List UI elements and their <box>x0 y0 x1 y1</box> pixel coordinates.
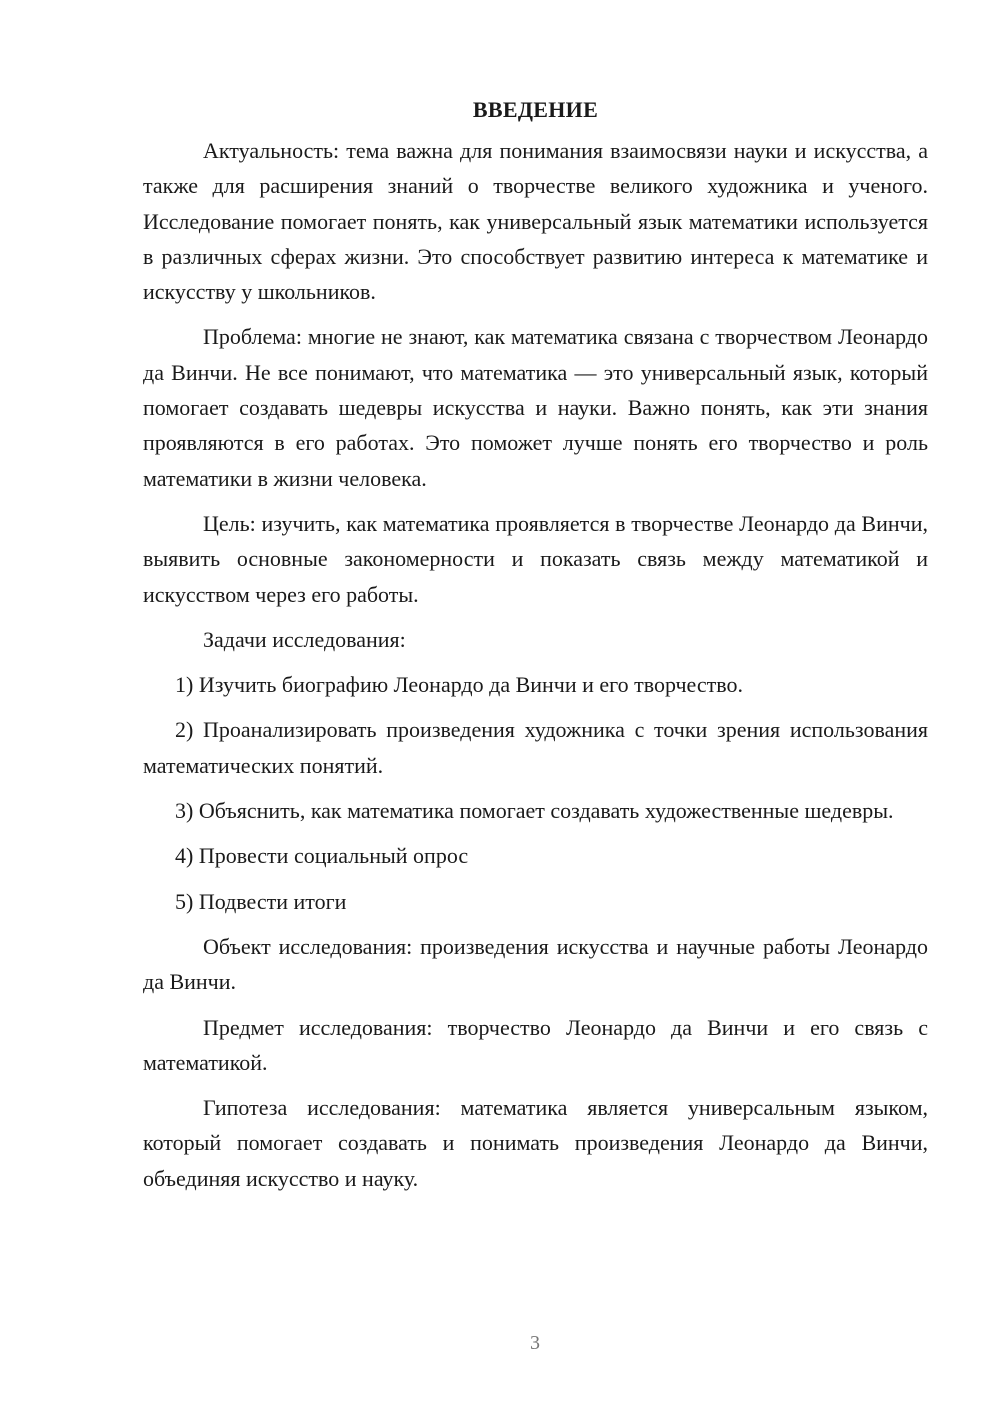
problem-paragraph: Проблема: многие не знают, как математика связана с творчеством Леонардо да Винчи. Не все понимают, что математика — это универсальный язык, который помогает создавать шедевры искусства и науки. Важно понять, как эти знания проявляются в его работах. Это поможет лучше понять его творчество и роль математики в жизни человека. <box>143 324 928 491</box>
task-item-2: 2) Проанализировать произведения художника с точки зрения использования математических понятий. <box>143 717 928 778</box>
task-item-3: 3) Объяснить, как математика помогает создавать художественные шедевры. <box>175 798 894 824</box>
page-title: ВВЕДЕНИЕ <box>472 97 599 122</box>
hypothesis-paragraph: Гипотеза исследования: математика является универсальным языком, который помогает создавать и понимать произведения Леонардо да Винчи, объединяя искусство и науку. <box>143 1095 928 1191</box>
task-item-1: 1) Изучить биографию Леонардо да Винчи и его творчество. <box>175 672 743 698</box>
relevance-paragraph: Актуальность: тема важна для понимания взаимосвязи науки и искусства, а также для расширения знаний о творчестве великого художника и ученого. Исследование помогает понять, как универсальный язык математики используется в различных сферах жизни. Это способствует развитию интереса к математике и искусству у школьников. <box>143 138 928 305</box>
page-content <box>143 92 928 1206</box>
task-item-5: 5) Подвести итоги <box>175 888 347 914</box>
task-item-4: 4) Провести социальный опрос <box>175 843 469 869</box>
page-number: 3 <box>530 1332 540 1354</box>
goal-paragraph: Цель: изучить, как математика проявляется в творчестве Леонардо да Винчи, выявить основные закономерности и показать связь между математикой и искусством через его работы. <box>143 510 928 607</box>
tasks-heading: Задачи исследования: <box>203 626 406 652</box>
object-paragraph: Объект исследования: произведения искусства и научные работы Леонардо да Винчи. <box>143 933 928 995</box>
subject-paragraph: Предмет исследования: творчество Леонардо да Винчи и его связь с математикой. <box>143 1014 928 1075</box>
